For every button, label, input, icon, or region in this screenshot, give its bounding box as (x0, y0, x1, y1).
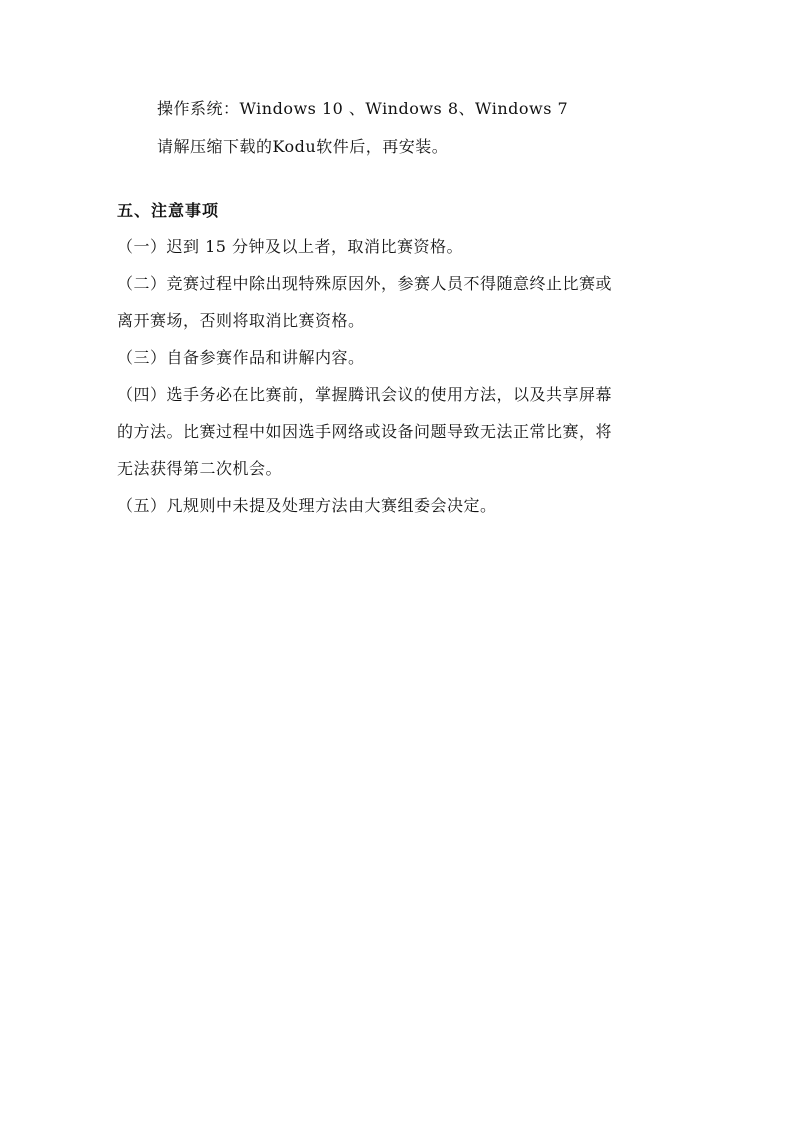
notice-item-2-line-1: （二）竞赛过程中除出现特殊原因外，参赛人员不得随意终止比赛或 (117, 274, 613, 293)
notice-item-4-line-1: （四）选手务必在比赛前，掌握腾讯会议的使用方法，以及共享屏幕 (117, 385, 613, 404)
notice-item-1: （一）迟到 15 分钟及以上者，取消比赛资格。 (117, 237, 464, 256)
notice-item-4-line-3: 无法获得第二次机会。 (117, 459, 283, 478)
notice-item-3: （三）自备参赛作品和讲解内容。 (117, 348, 365, 367)
notice-item-2-line-2: 离开赛场，否则将取消比赛资格。 (117, 311, 365, 330)
notice-item-5: （五）凡规则中未提及处理方法由大赛组委会决定。 (117, 496, 497, 515)
notice-item-4-line-2: 的方法。比赛过程中如因选手网络或设备问题导致无法正常比赛，将 (117, 422, 613, 441)
os-requirement-line: 操作系统：Windows 10 、Windows 8、Windows 7 (157, 99, 569, 118)
section-heading: 五、注意事项 (117, 201, 220, 220)
install-instruction-line: 请解压缩下载的Kodu软件后，再安装。 (157, 137, 449, 156)
